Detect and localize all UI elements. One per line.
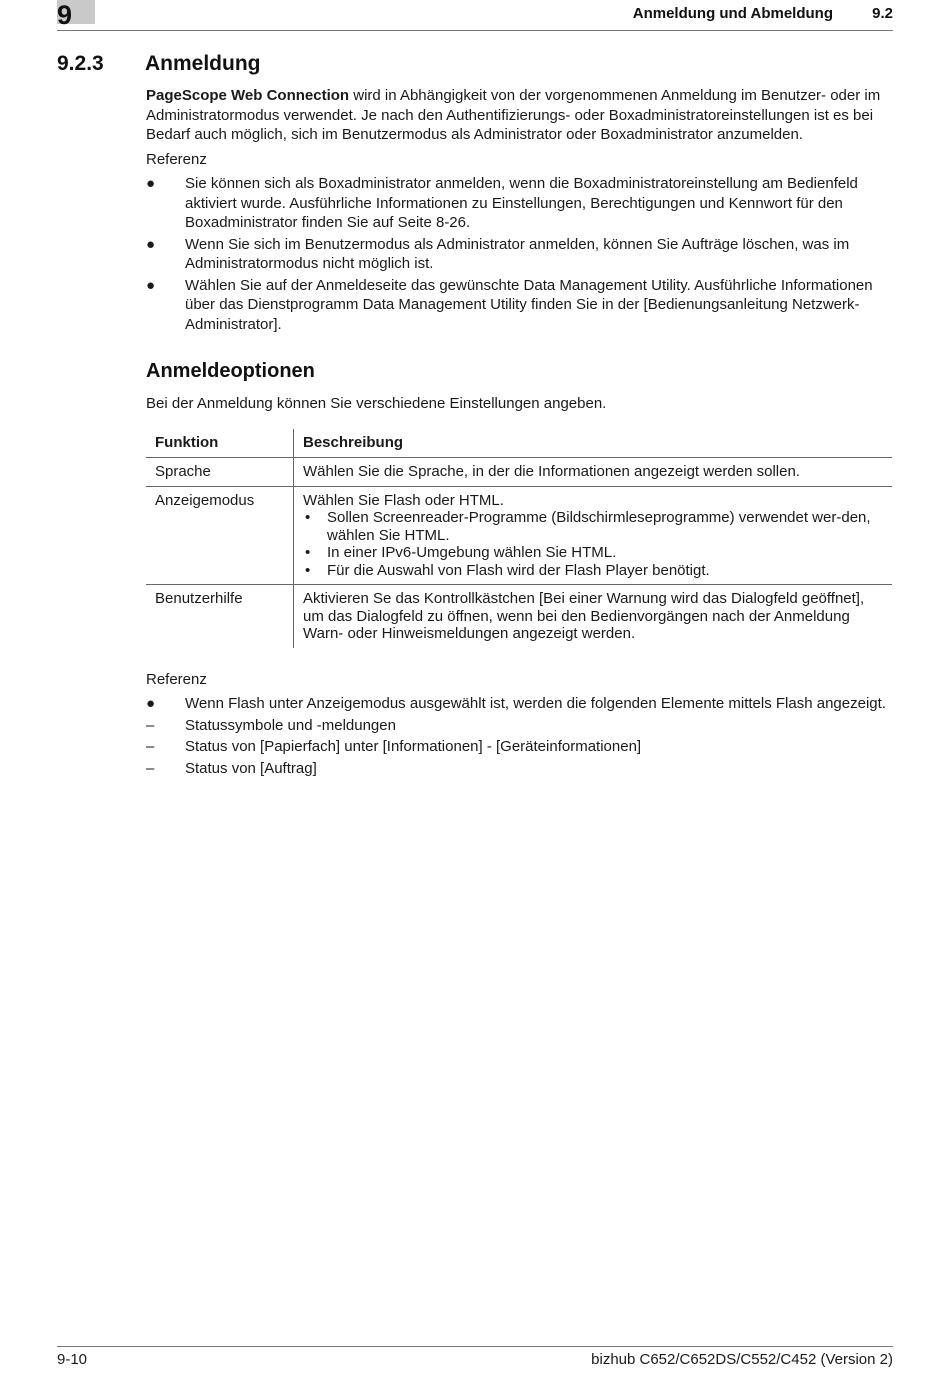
footer-product: bizhub C652/C652DS/C552/C452 (Version 2) <box>591 1351 893 1368</box>
column-header-function: Funktion <box>146 429 294 458</box>
list-item-text: Wenn Sie sich im Benutzermodus als Administrator anmelden, können Sie Aufträge löschen, was im Administratormodus nicht möglich ist. <box>185 235 850 272</box>
reference-label-2: Referenz <box>146 671 207 688</box>
list-item <box>146 716 892 736</box>
list-item: • In einer IPv6-Umgebung wählen Sie HTML. <box>303 544 884 562</box>
list-item: • Für die Auswahl von Flash wird der Flash Player benötigt. <box>303 562 884 580</box>
list-item-text: Statussymbole und -meldungen <box>185 716 396 734</box>
dash-icon: – <box>146 759 155 777</box>
list-item: • Sollen Screenreader-Programme (Bildschirmleseprogramme) verwendet wer-den, wählen Sie HTML. <box>303 509 884 544</box>
footer-page-number: 9-10 <box>57 1351 88 1368</box>
table-row <box>146 458 892 487</box>
reference-label-1: Referenz <box>146 151 207 168</box>
list-item <box>146 737 892 757</box>
function-cell: Sprache <box>146 458 294 487</box>
table-header-row <box>146 429 892 458</box>
dash-icon: – <box>146 716 155 734</box>
list-item-text: Wenn Flash unter Anzeigemodus ausgewählt ist, werden die folgenden Elemente mittels Flash angezeigt. <box>185 695 886 712</box>
bullet-icon: ● <box>146 695 156 712</box>
list-item-text: Status von [Auftrag] <box>185 759 317 777</box>
description-bullets <box>303 509 884 579</box>
function-cell: Anzeigemodus <box>146 486 294 585</box>
bullet-icon: ● <box>146 235 156 253</box>
description-cell <box>294 585 893 648</box>
list-item <box>146 276 892 335</box>
description-text: Aktivieren Se das Kontrollkästchen [Bei einer Warnung wird das Dialogfeld geöffnet], um das Dialogfeld zu öffnen, wenn bei den Bedienvorgängen nach der Anmeldung Warn- oder Hinweismeldungen angezeigt werden. <box>303 590 865 642</box>
list-item <box>146 694 892 714</box>
header-section-number: 9.2 <box>872 5 893 22</box>
bullet-icon: ● <box>146 175 156 192</box>
list-item-text: Sie können sich als Boxadministrator anmelden, wenn die Boxadministratoreinstellung am Bedienfeld aktiviert wurde. Ausführliche Informationen zu Einstellungen, Berechtigungen und Kennwort für den Boxadministrator finden Sie auf Seite 8-26. <box>185 175 858 231</box>
intro-product-name: PageScope Web Connection <box>146 87 350 104</box>
reference-list-1 <box>146 174 892 336</box>
options-intro: Bei der Anmeldung können Sie verschiedene Einstellungen angeben. <box>146 395 607 412</box>
header-title: Anmeldung und Abmeldung <box>632 5 833 22</box>
intro-paragraph <box>146 86 892 145</box>
options-table <box>146 429 892 648</box>
list-item-text: Status von [Papierfach] unter [Informationen] - [Geräteinformationen] <box>185 738 642 755</box>
section-number: 9.2.3 <box>57 52 104 75</box>
list-item <box>146 174 892 233</box>
section-title: Anmeldung <box>145 52 261 75</box>
list-item <box>146 759 892 779</box>
options-heading: Anmeldeoptionen <box>146 360 315 382</box>
function-cell: Benutzerhilfe <box>146 585 294 648</box>
list-item-text: Wählen Sie auf der Anmeldeseite das gewünschte Data Management Utility. Ausführliche Informationen über das Dienstprogramm Data Management Utility finden Sie in der [Bedienungsanleitung Netzwerk-Administrator]. <box>185 276 873 333</box>
description-text: Wählen Sie die Sprache, in der die Informationen angezeigt werden sollen. <box>303 463 800 480</box>
description-cell <box>294 486 893 585</box>
column-header-description: Beschreibung <box>303 434 404 452</box>
dash-icon: – <box>146 738 155 755</box>
chapter-number: 9 <box>57 0 73 30</box>
table-row <box>146 585 892 648</box>
reference-list-2 <box>146 694 892 780</box>
list-item <box>146 235 892 274</box>
table-row <box>146 486 892 585</box>
page-header <box>57 0 893 31</box>
page-footer <box>57 1346 893 1368</box>
description-text: Wählen Sie Flash oder HTML. <box>303 491 504 509</box>
intro-text: wird in Abhängigkeit von der vorgenommenen Anmeldung im Benutzer- oder im Administratormodus verwendet. Je nach den Authentifizierungs- oder Boxadministratoreinstellungen ist es bei Bedarf auch möglich, sich im Benutzermodus als Administrator oder Boxadministrator anzumelden. <box>146 87 881 143</box>
bullet-icon: ● <box>146 276 156 294</box>
section-heading <box>57 52 261 76</box>
description-cell <box>294 458 893 487</box>
